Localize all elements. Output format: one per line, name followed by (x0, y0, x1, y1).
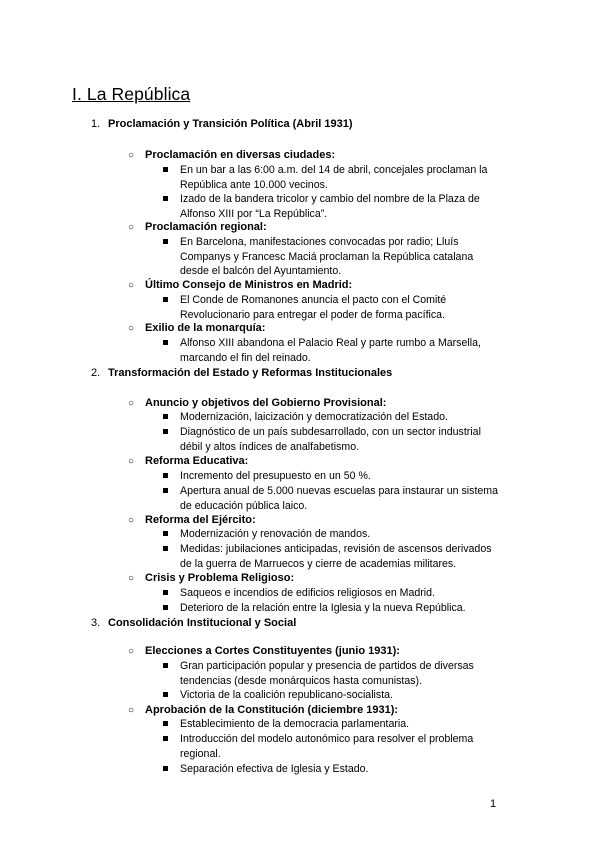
list-item: Diagnóstico de un país subdesarrollado, con un sector industrial débil y altos índices de analfabetismo. (163, 425, 503, 454)
subsection-heading: ○ Exilio de la monarquía: (128, 322, 266, 334)
bullet-icon (163, 531, 168, 536)
bullet-icon (163, 663, 168, 668)
bullet-icon (163, 239, 168, 244)
section-heading-1: 1. Proclamación y Transición Política (Abril 1931) (91, 118, 353, 130)
bullet-icon (163, 736, 168, 741)
list-item: Deterioro de la relación entre la Iglesia y la nueva República. (163, 601, 503, 616)
subsection-heading: ○ Proclamación en diversas ciudades: (128, 149, 336, 161)
list-item: En un bar a las 6:00 a.m. del 14 de abril, concejales proclaman la República ante 10.000 vecinos. (163, 163, 503, 192)
list-item: Modernización y renovación de mandos. (163, 527, 503, 542)
bullet-icon (163, 692, 168, 697)
subsection-heading: ○ Aprobación de la Constitución (diciembre 1931): (128, 704, 399, 716)
subsection-heading: ○ Proclamación regional: (128, 221, 267, 233)
subsection-heading: ○ Reforma Educativa: (128, 455, 249, 467)
list-item: Saqueos e incendios de edificios religiosos en Madrid. (163, 586, 503, 601)
bullet-icon (163, 721, 168, 726)
section-heading-3: 3. Consolidación Institucional y Social (91, 617, 297, 629)
subsection-heading: ○ Crisis y Problema Religioso: (128, 572, 295, 584)
section-heading-2: 2. Transformación del Estado y Reformas Institucionales (91, 367, 393, 379)
bullet-icon (163, 488, 168, 493)
list-item: Victoria de la coalición republicano-socialista. (163, 688, 503, 703)
page-number: 1 (490, 798, 497, 810)
list-item: Establecimiento de la democracia parlamentaria. (163, 717, 503, 732)
list-item: Medidas: jubilaciones anticipadas, revisión de ascensos derivados de la guerra de Marruecos y cierre de academias militares. (163, 542, 503, 571)
bullet-icon (163, 605, 168, 610)
list-item: Gran participación popular y presencia de partidos de diversas tendencias (desde monárquicos hasta comunistas). (163, 659, 503, 688)
subsection-heading: ○ Reforma del Ejército: (128, 514, 256, 526)
subsection-heading: ○ Anuncio y objetivos del Gobierno Provisional: (128, 397, 387, 409)
list-item: Incremento del presupuesto en un 50 %. (163, 469, 503, 484)
list-item: Introducción del modelo autonómico para resolver el problema regional. (163, 732, 503, 761)
list-item: Izado de la bandera tricolor y cambio del nombre de la Plaza de Alfonso XIII por “La República”. (163, 192, 503, 221)
list-item: En Barcelona, manifestaciones convocadas por radio; Lluís Companys y Francesc Maciá proclaman la República catalana desde el balcón del Ayuntamiento. (163, 235, 503, 279)
list-item: Apertura anual de 5.000 nuevas escuelas para instaurar un sistema de educación pública laico. (163, 484, 503, 513)
bullet-icon (163, 429, 168, 434)
bullet-icon (163, 473, 168, 478)
bullet-icon (163, 340, 168, 345)
bullet-icon (163, 167, 168, 172)
bullet-icon (163, 766, 168, 771)
list-item: Alfonso XIII abandona el Palacio Real y parte rumbo a Marsella, marcando el fin del reinado. (163, 336, 503, 365)
subsection-heading: ○ Último Consejo de Ministros en Madrid: (128, 279, 353, 291)
bullet-icon (163, 590, 168, 595)
subsection-heading: ○ Elecciones a Cortes Constituyentes (junio 1931): (128, 645, 400, 657)
bullet-icon (163, 196, 168, 201)
bullet-icon (163, 546, 168, 551)
bullet-icon (163, 414, 168, 419)
bullet-icon (163, 297, 168, 302)
list-item: Separación efectiva de Iglesia y Estado. (163, 762, 503, 777)
page-title: I. La República (72, 84, 191, 104)
list-item: Modernización, laicización y democratización del Estado. (163, 410, 503, 425)
list-item: El Conde de Romanones anuncia el pacto con el Comité Revolucionario para entregar el poder de forma pacífica. (163, 293, 503, 322)
